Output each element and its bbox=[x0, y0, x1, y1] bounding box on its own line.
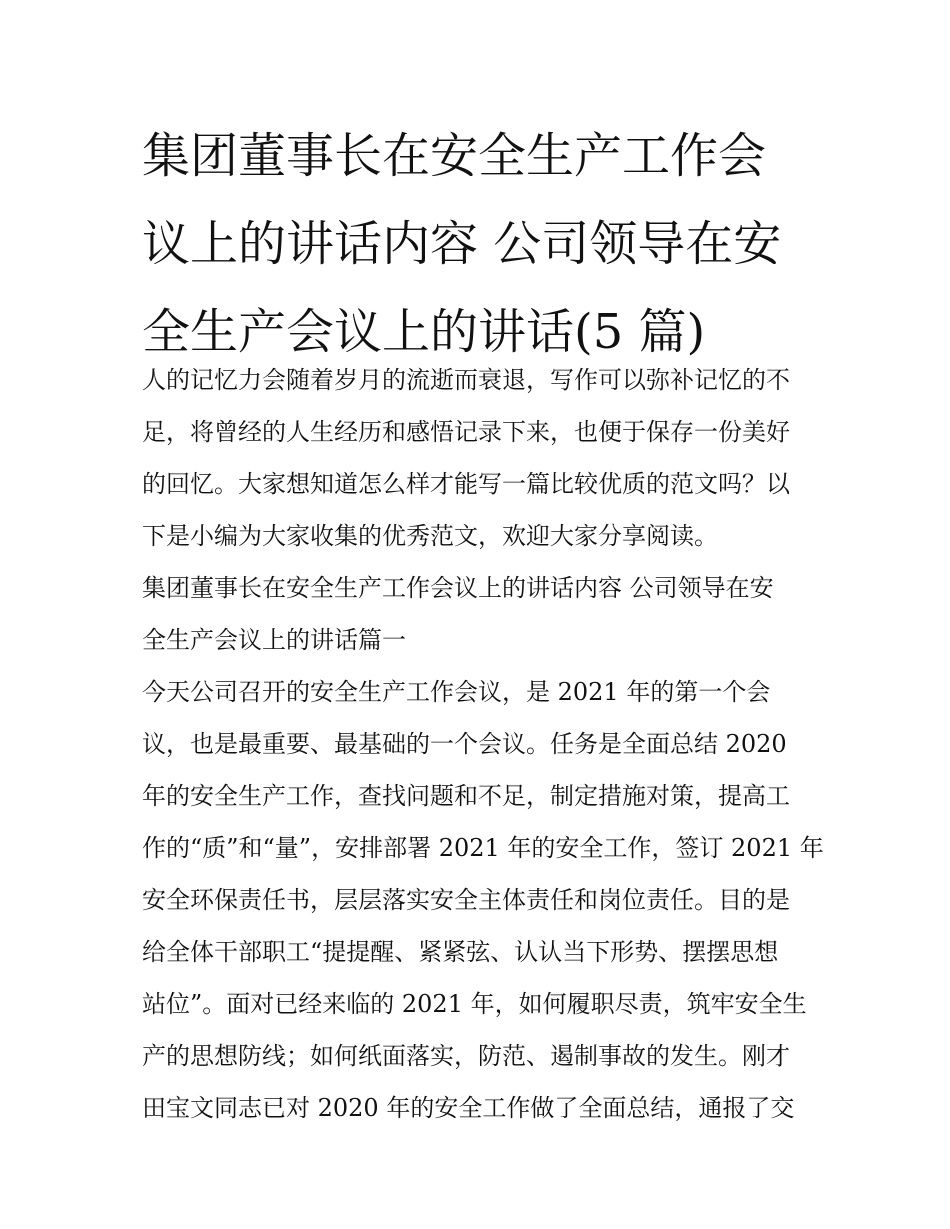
section-heading-line: 全生产会议上的讲话篇一 bbox=[142, 626, 406, 654]
section-heading-line: 集团董事长在安全生产工作会议上的讲话内容 公司领导在安 bbox=[142, 574, 774, 602]
speech-paragraph-line: 作的“质”和“量”，安排部署 2021 年的安全工作，签订 2021 年 bbox=[142, 834, 824, 862]
title-line: 集团董事长在安全生产工作会 bbox=[142, 128, 767, 184]
speech-paragraph-line: 田宝文同志已对 2020 年的安全工作做了全面总结，通报了交 bbox=[142, 1094, 795, 1122]
document-title bbox=[142, 112, 822, 376]
intro-paragraph-line: 足，将曾经的人生经历和感悟记录下来，也便于保存一份美好 bbox=[142, 418, 790, 446]
speech-paragraph-line: 年的安全生产工作，查找问题和不足，制定措施对策，提高工 bbox=[142, 782, 790, 810]
speech-paragraph-line: 产的思想防线；如何纸面落实，防范、遏制事故的发生。刚才 bbox=[142, 1042, 790, 1070]
title-line: 全生产会议上的讲话(5 篇) bbox=[142, 304, 706, 360]
document-body bbox=[142, 354, 832, 1134]
intro-paragraph-line: 人的记忆力会随着岁月的流逝而衰退，写作可以弥补记忆的不 bbox=[142, 366, 790, 394]
speech-paragraph-line: 今天公司召开的安全生产工作会议，是 2021 年的第一个会 bbox=[142, 678, 771, 706]
speech-paragraph-line: 站位”。面对已经来临的 2021 年，如何履职尽责，筑牢安全生 bbox=[142, 990, 807, 1018]
speech-paragraph-line: 安全环保责任书，层层落实安全主体责任和岗位责任。目的是 bbox=[142, 886, 790, 914]
intro-paragraph-line: 的回忆。大家想知道怎么样才能写一篇比较优质的范文吗？以 bbox=[142, 470, 790, 498]
speech-paragraph-line: 给全体干部职工“提提醒、紧紧弦、认认当下形势、摆摆思想 bbox=[142, 938, 779, 966]
speech-paragraph-line: 议，也是最重要、最基础的一个会议。任务是全面总结 2020 bbox=[142, 730, 787, 758]
title-line: 议上的讲话内容 公司领导在安 bbox=[142, 216, 782, 272]
intro-paragraph-line: 下是小编为大家收集的优秀范文，欢迎大家分享阅读。 bbox=[142, 522, 718, 550]
